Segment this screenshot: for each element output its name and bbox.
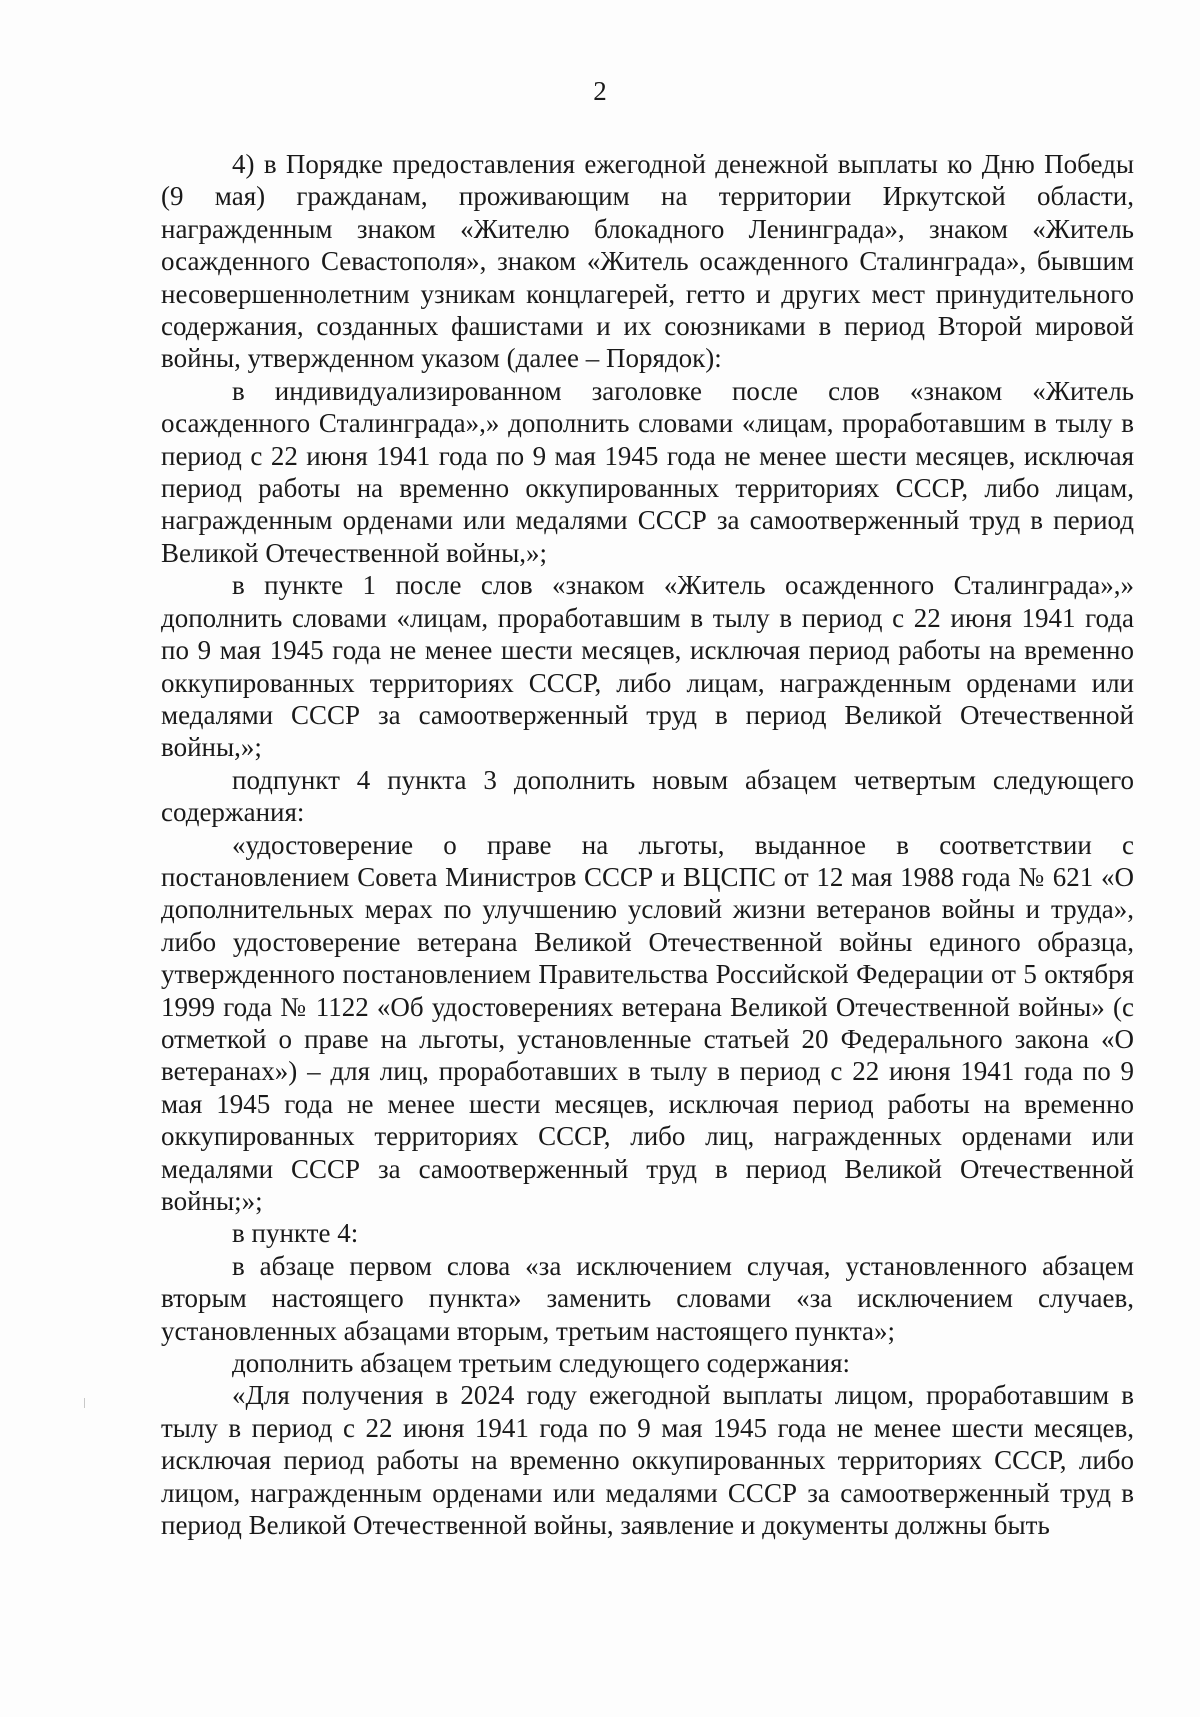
paragraph-first-subparagraph-change: в абзаце первом слова «за исключением случая, установленного абзацем вторым настоящего пункта» заменить словами «за исключением случаев, установленных абзацами вторым, третьим настоящего пункта»; — [161, 1250, 1134, 1346]
page-number: 2 — [593, 76, 607, 106]
paragraph-third-subparagraph-intro: дополнить абзацем третьим следующего содержания: — [232, 1348, 851, 1379]
paragraph-third-subparagraph-text: «Для получения в 2024 году ежегодной выплаты лицом, проработавшим в тылу в период с 22 июня 1941 года по 9 мая 1945 года не менее шести месяцев, исключая период работы на временно оккупированных территориях СССР, либо лицом, награжденным орденами или медалями СССР за самоотверженный труд в период Великой Отечественной войны, заявление и документы должны быть — [161, 1380, 1134, 1541]
paragraph-point-4-intro: в пункте 4: — [232, 1218, 359, 1249]
paragraph-certificate-text: «удостоверение о праве на льготы, выданное в соответствии с постановлением Совета Министров СССР и ВЦСПС от 12 мая 1988 года № 621 «О дополнительных мерах по улучшению условий жизни ветеранов войны и труда», либо удостоверение ветерана Великой Отечественной войны единого образца, утвержденного постановлением Правительства Российской Федерации от 5 октября 1999 года № 1122 «Об удостоверениях ветерана Великой Отечественной войны» (с отметкой о праве на льготы, установленные статьей 20 Федерального закона «О ветеранах») – для лиц, проработавших в тылу в период с 22 июня 1941 года по 9 мая 1945 года не менее шести месяцев, исключая период работы на временно оккупированных территориях СССР, либо лиц, награжденных орденами или медалями СССР за самоотверженный труд в период Великой Отечественной войны;»; — [161, 829, 1134, 1216]
paragraph-point-1-change: в пункте 1 после слов «знаком «Житель осажденного Сталинграда»,» дополнить словами «лицам, проработавшим в тылу в период с 22 июня 1941 года по 9 мая 1945 года не менее шести месяцев, исключая период работы на временно оккупированных территориях СССР, либо лицам, награжденным орденами или медалями СССР за самоотверженный труд в период Великой Отечественной войны,»; — [161, 570, 1134, 763]
paragraph-amendment-4: 4) в Порядке предоставления ежегодной денежной выплаты ко Дню Победы (9 мая) гражданам, проживающим на территории Иркутской области, награжденным знаком «Жителю блокадного Ленинграда», знаком «Житель осажденного Севастополя», знаком «Житель осажденного Сталинграда», бывшим несовершеннолетним узникам концлагерей, гетто и других мест принудительного содержания, созданных фашистами и их союзниками в период Второй мировой войны, утвержденном указом (далее – Порядок): — [161, 149, 1134, 374]
paragraph-subpoint-4-intro: подпункт 4 пункта 3 дополнить новым абзацем четвертым следующего содержания: — [161, 764, 1134, 828]
paragraph-heading-change: в индивидуализированном заголовке после слов «знаком «Житель осажденного Сталинграда»,» дополнить словами «лицам, проработавшим в тылу в период с 22 июня 1941 года по 9 мая 1945 года не менее шести месяцев, исключая период работы на временно оккупированных территориях СССР, либо лицам, награжденным орденами или медалями СССР за самоотверженный труд в период Великой Отечественной войны,»; — [161, 375, 1134, 568]
scan-margin-mark — [84, 1398, 85, 1408]
document-body — [161, 148, 1134, 1541]
